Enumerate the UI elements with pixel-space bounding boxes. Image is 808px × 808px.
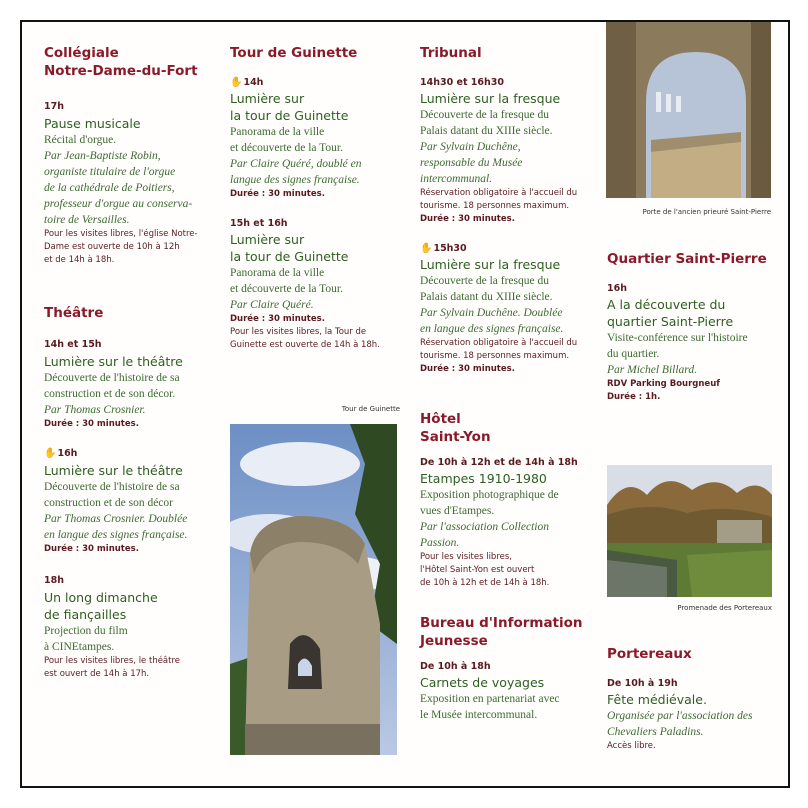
event-author: langue des signes française. xyxy=(230,174,360,186)
event-note: tourisme. 18 personnes maximum. xyxy=(420,201,570,211)
event-note: de 10h à 12h et de 14h à 18h. xyxy=(420,578,550,588)
event-note: Pour les visites libres, l'église Notre- xyxy=(44,229,198,239)
event-duration: Durée : 30 minutes. xyxy=(420,214,515,224)
event-note: Pour les visites libres, le théâtre xyxy=(44,656,181,666)
event-author: responsable du Musée xyxy=(420,157,523,169)
portereaux-photo xyxy=(607,465,772,597)
photo-caption: Promenade des Portereaux xyxy=(677,604,772,612)
event-duration: Durée : 30 minutes. xyxy=(44,544,139,554)
event-author: Par Jean-Baptiste Robin, xyxy=(44,150,161,162)
event-desc: Visite-conférence sur l'histoire xyxy=(607,332,748,344)
event-note: est ouvert de 14h à 17h. xyxy=(44,669,150,679)
column-4 xyxy=(607,250,777,404)
event-title: Carnets de voyages xyxy=(420,675,545,690)
column-3 xyxy=(420,44,598,723)
event-note: Réservation obligatoire à l'accueil du xyxy=(420,188,578,198)
event-author: Par Sylvain Duchêne, xyxy=(420,141,521,153)
event-desc: Découverte de l'histoire de sa xyxy=(44,481,180,493)
section-title: Hôtel xyxy=(420,411,461,427)
section-title: Notre-Dame-du-Fort xyxy=(44,63,198,79)
event-desc: Découverte de la fresque du xyxy=(420,109,549,121)
column-4-bottom xyxy=(607,645,777,753)
event-author: toire de Versailles. xyxy=(44,214,130,226)
event-desc: construction et de son décor xyxy=(44,497,174,509)
event-time: 15h30 xyxy=(433,243,467,254)
event-title: Lumière sur le théâtre xyxy=(44,463,183,478)
photo-caption: Tour de Guinette xyxy=(341,405,400,413)
section-title: Saint-Yon xyxy=(420,429,491,445)
event-note: tourisme. 18 personnes maximum. xyxy=(420,351,570,361)
event-desc: Palais datant du XIIIe siècle. xyxy=(420,291,553,303)
event-time: 17h xyxy=(44,101,64,112)
event-title: la tour de Guinette xyxy=(230,108,349,123)
event-desc: vues d'Etampes. xyxy=(420,505,495,517)
priory-gate-photo xyxy=(606,22,771,198)
event-author: Par Thomas Crosnier. xyxy=(44,404,146,416)
event-time: 14h xyxy=(243,77,264,88)
event-note: RDV Parking Bourgneuf xyxy=(607,379,720,389)
event-desc: et découverte de la Tour. xyxy=(230,283,343,295)
event-time: De 10h à 19h xyxy=(607,678,678,689)
event-desc: Exposition en partenariat avec xyxy=(420,693,560,705)
event-title: de fiançailles xyxy=(44,607,127,622)
event-note: Accès libre. xyxy=(607,741,656,751)
section-title: Portereaux xyxy=(607,646,692,662)
event-desc: Palais datant du XIIIe siècle. xyxy=(420,125,553,137)
event-title: quartier Saint-Pierre xyxy=(607,314,734,329)
event-author: en langue des signes française. xyxy=(44,529,188,541)
event-time: 18h xyxy=(44,575,64,586)
event-note: Guinette est ouverte de 14h à 18h. xyxy=(230,340,380,350)
event-title: Fête médiévale. xyxy=(607,692,707,707)
section-title: Tribunal xyxy=(420,45,482,61)
event-duration: Durée : 30 minutes. xyxy=(420,364,515,374)
event-title: Pause musicale xyxy=(44,116,141,131)
event-duration: Durée : 1h. xyxy=(607,392,661,402)
event-time: 14h30 et 16h30 xyxy=(420,77,505,88)
event-duration: Durée : 30 minutes. xyxy=(44,419,139,429)
event-time: De 10h à 18h xyxy=(420,661,491,672)
event-title: Lumière sur xyxy=(230,91,305,106)
event-author: professeur d'orgue au conserva- xyxy=(44,198,193,210)
event-desc: Panorama de la ville xyxy=(230,126,325,138)
event-author: Par Sylvain Duchêne. Doublée xyxy=(420,307,563,319)
column-1 xyxy=(44,44,219,681)
event-time: 16h xyxy=(57,448,78,459)
event-author: de la cathédrale de Poitiers, xyxy=(44,182,175,194)
event-desc: construction et de son décor. xyxy=(44,388,176,400)
event-author: Par Michel Billard. xyxy=(607,364,697,376)
sign-language-icon: ✋ xyxy=(44,448,57,459)
event-desc: le Musée intercommunal. xyxy=(420,709,538,721)
event-note: Dame est ouverte de 10h à 12h xyxy=(44,242,180,252)
event-title: Lumière sur la fresque xyxy=(420,257,561,272)
event-desc: du quartier. xyxy=(607,348,660,360)
event-time: 14h et 15h xyxy=(44,339,102,350)
section-title: Collégiale xyxy=(44,45,119,61)
event-author: Organisée par l'association des xyxy=(607,710,753,722)
event-duration: Durée : 30 minutes. xyxy=(230,314,325,324)
event-time: 16h xyxy=(607,283,627,294)
event-note: Pour les visites libres, la Tour de xyxy=(230,327,367,337)
event-author: organiste titulaire de l'orgue xyxy=(44,166,176,178)
sign-language-icon: ✋ xyxy=(420,243,433,254)
event-author: intercommunal. xyxy=(420,173,493,185)
event-author: en langue des signes française. xyxy=(420,323,564,335)
event-title: Lumière sur xyxy=(230,232,305,247)
section-title: Théâtre xyxy=(44,305,104,321)
event-desc: à CINEtampes. xyxy=(44,641,115,653)
sign-language-icon: ✋ xyxy=(230,77,243,88)
event-desc: Découverte de l'histoire de sa xyxy=(44,372,180,384)
section-title: Tour de Guinette xyxy=(230,45,358,61)
section-title: Bureau d'Information xyxy=(420,615,583,631)
event-author: Par l'association Collection xyxy=(420,521,549,533)
event-note: l'Hôtel Saint-Yon est ouvert xyxy=(420,565,535,575)
event-author: Par Claire Quéré. xyxy=(230,299,314,311)
event-desc: Projection du film xyxy=(44,625,128,637)
event-desc: Récital d'orgue. xyxy=(44,134,117,146)
event-author: Par Claire Quéré, doublé en xyxy=(230,158,362,170)
event-title: Lumière sur la fresque xyxy=(420,91,561,106)
photo-caption: Porte de l'ancien prieuré Saint-Pierre xyxy=(642,208,771,216)
section-title: Quartier Saint-Pierre xyxy=(607,251,767,267)
event-time: 15h et 16h xyxy=(230,218,288,229)
event-title: la tour de Guinette xyxy=(230,249,349,264)
event-desc: Exposition photographique de xyxy=(420,489,559,501)
event-author: Chevaliers Paladins. xyxy=(607,726,704,738)
section-title: Jeunesse xyxy=(420,633,488,649)
event-note: et de 14h à 18h. xyxy=(44,255,115,265)
event-title: Un long dimanche xyxy=(44,590,158,605)
event-title: A la découverte du xyxy=(607,297,726,312)
event-author: Passion. xyxy=(420,537,460,549)
event-duration: Durée : 30 minutes. xyxy=(230,189,325,199)
event-title: Lumière sur le théâtre xyxy=(44,354,183,369)
event-desc: et découverte de la Tour. xyxy=(230,142,343,154)
column-2 xyxy=(230,44,405,352)
event-title: Etampes 1910-1980 xyxy=(420,471,547,486)
event-time: De 10h à 12h et de 14h à 18h xyxy=(420,457,578,468)
event-note: Réservation obligatoire à l'accueil du xyxy=(420,338,578,348)
event-desc: Panorama de la ville xyxy=(230,267,325,279)
event-desc: Découverte de la fresque du xyxy=(420,275,549,287)
tour-guinette-photo xyxy=(230,424,397,755)
event-author: Par Thomas Crosnier. Doublée xyxy=(44,513,188,525)
event-note: Pour les visites libres, xyxy=(420,552,512,562)
